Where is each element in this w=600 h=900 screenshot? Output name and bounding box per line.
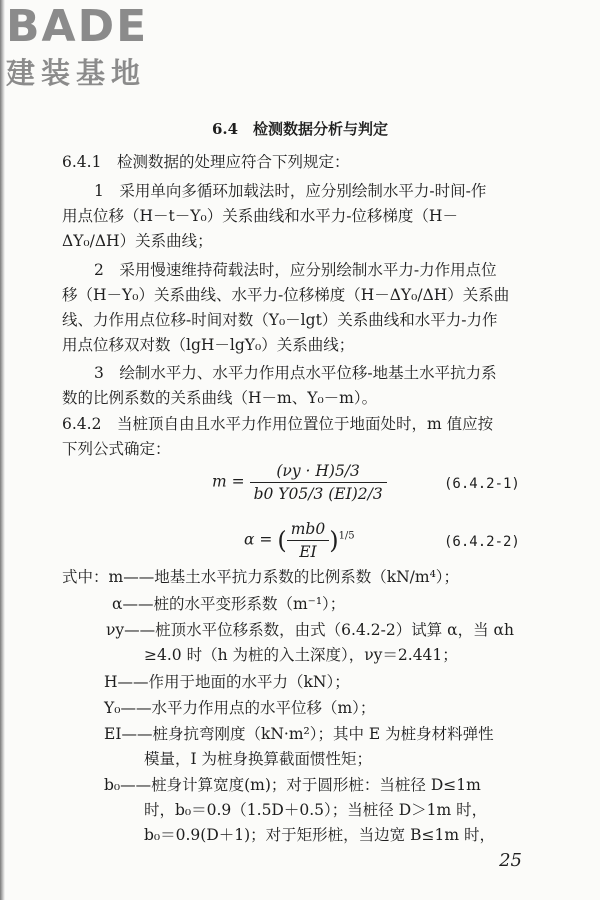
def-line: Y₀——水平力作用点的水平位移（m）； <box>104 699 376 717</box>
paren-open: ( <box>277 526 287 555</box>
text-line: ΔY₀/ΔH）关系曲线； <box>62 232 213 250</box>
formula-m <box>212 462 387 503</box>
paren-close: ) <box>329 526 339 555</box>
def-line: EI——桩身抗弯刚度（kN·m²）；其中 E 为桩身材料弹性 <box>104 725 494 743</box>
def-line: b₀——桩身计算宽度(m)；对于圆形桩：当桩径 D≤1m <box>104 776 481 794</box>
formula-numerator: (νy · H)5/3 <box>250 462 387 483</box>
clause-6-4-1: 6.4.1 检测数据的处理应符合下列规定： <box>62 153 350 171</box>
equation-number: (6.4.2-2) <box>444 534 520 550</box>
formula-lhs: m = <box>212 472 245 491</box>
formula-lhs: α = <box>244 530 273 549</box>
formula-denominator: b0 Y05/3 (EI)2/3 <box>253 485 383 503</box>
page-number: 25 <box>499 850 522 871</box>
clause-6-4-2: 6.4.2 当桩顶自由且水平力作用位置位于地面处时，m 值应按 <box>62 415 494 433</box>
def-line: 式中：m——地基土水平抗力系数的比例系数（kN/m⁴）； <box>62 568 460 586</box>
def-line: 时，b₀＝0.9（1.5D＋0.5）；当桩径 D＞1m 时， <box>144 801 488 819</box>
section-heading: 6.4 检测数据分析与判定 <box>211 120 389 138</box>
formula-fraction <box>250 462 387 503</box>
text-line: 下列公式确定： <box>62 440 171 458</box>
formula-denominator: EI <box>299 543 317 561</box>
formula-numerator: mb0 <box>287 520 329 541</box>
def-line: 模量，I 为桩身换算截面惯性矩； <box>144 750 373 768</box>
bade-logo <box>6 1 181 90</box>
formula-alpha <box>244 520 355 561</box>
text-line: 移（H－Y₀）关系曲线、水平力-位移梯度（H－ΔY₀/ΔH）关系曲 <box>62 286 510 304</box>
formula-fraction <box>287 520 329 561</box>
text-line: 3 绘制水平力、水平力作用点水平位移-地基土水平抗力系 <box>94 364 497 382</box>
logo-brand: BADE <box>6 1 149 52</box>
equation-number: (6.4.2-1) <box>444 476 520 492</box>
def-line: ≥4.0 时（h 为桩的入土深度），νy＝2.441； <box>144 646 458 664</box>
def-line: b₀＝0.9(D＋1)；对于矩形桩，当边宽 B≤1m 时， <box>144 826 495 844</box>
logo-subtitle: 建装基地 <box>6 56 147 90</box>
text-line: 2 采用慢速维持荷载法时，应分别绘制水平力-力作用点位 <box>94 261 497 279</box>
formula-exponent: 1/5 <box>338 530 355 542</box>
def-line: α——桩的水平变形系数（m⁻¹）； <box>112 595 346 613</box>
def-line: νy——桩顶水平位移系数，由式（6.4.2-2）试算 α，当 αh <box>106 621 514 639</box>
text-line: 数的比例系数的关系曲线（H－m、Y₀－m）。 <box>62 389 378 407</box>
def-line: H——作用于地面的水平力（kN）； <box>104 673 350 691</box>
text-line: 用点位移（H－t－Y₀）关系曲线和水平力-位移梯度（H－ <box>62 207 458 225</box>
text-line: 线、力作用点位移-时间对数（Y₀－lgt）关系曲线和水平力-力作 <box>62 311 498 329</box>
text-line: 1 采用单向多循环加载法时，应分别绘制水平力-时间-作 <box>94 182 487 200</box>
text-line: 用点位移双对数（lgH－lgY₀）关系曲线； <box>62 336 355 354</box>
